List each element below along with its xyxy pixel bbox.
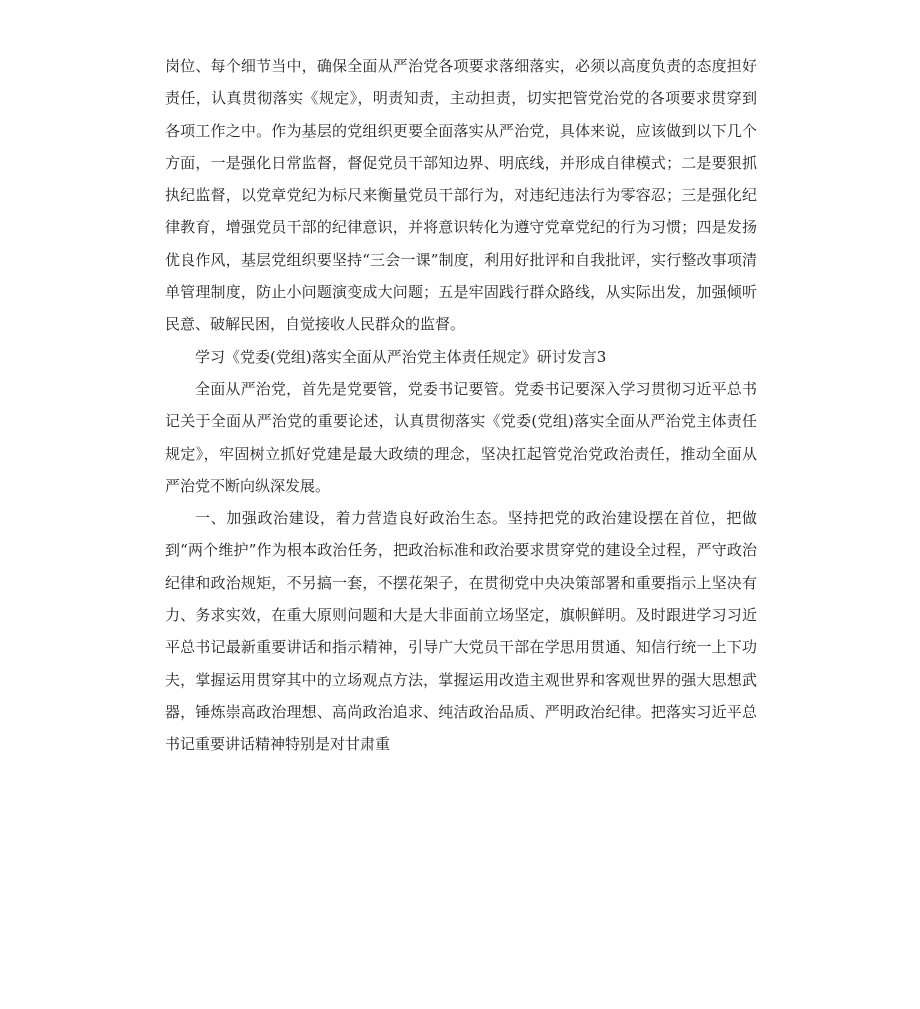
document-body: [165, 50, 757, 761]
section-title: 学习《党委(党组)落实全面从严治党主体责任规定》研讨发言3: [195, 347, 607, 366]
paragraph-intro: 全面从严治党，首先是党要管，党委书记要管。党委书记要深入学习贯彻习近平总书记关于全面从严治党的重要论述，认真贯彻落实《党委(党组)落实全面从严治党主体责任规定》，牢固树立抓好党建是最大政绩的理念，坚决扛起管党治党政治责任，推动全面从严治党不断向纵深发展。: [165, 379, 757, 495]
paragraph-continuation: 岗位、每个细节当中，确保全面从严治党各项要求落细落实，必须以高度负责的态度担好责任，认真贯彻落实《规定》，明责知责，主动担责，切实把管党治党的各项要求贯穿到各项工作之中。作为基层的党组织更要全面落实从严治党，具体来说，应该做到以下几个方面，一是强化日常监督，督促党员干部知边界、明底线，并形成自律模式；二是要狠抓执纪监督，以党章党纪为标尺来衡量党员干部行为，对违纪违法行为零容忍；三是强化纪律教育，增强党员干部的纪律意识，并将意识转化为遵守党章党纪的行为习惯；四是发扬优良作风，基层党组织要坚持“三会一课”制度，利用好批评和自我批评，实行整改事项清单管理制度，防止小问题演变成大问题；五是牢固践行群众路线，从实际出发，加强倾听民意、破解民困，自觉接收人民群众的监督。: [165, 57, 757, 334]
paragraph-political-construction: 一、加强政治建设，着力营造良好政治生态。坚持把党的政治建设摆在首位，把做到“两个维护”作为根本政治任务，把政治标准和政治要求贯穿党的建设全过程，严守政治纪律和政治规矩，不另搞一套，不摆花架子，在贯彻党中央决策部署和重要指示上坚决有力、务求实效，在重大原则问题和大是大非面前立场坚定，旗帜鲜明。及时跟进学习习近平总书记最新重要讲话和指示精神，引导广大党员干部在学思用贯通、知信行统一上下功夫，掌握运用贯穿其中的立场观点方法，掌握运用改造主观世界和客观世界的强大思想武器，锤炼崇高政治理想、高尚政治追求、纯洁政治品质、严明政治纪律。把落实习近平总书记重要讲话精神特别是对甘肃重: [165, 509, 757, 754]
